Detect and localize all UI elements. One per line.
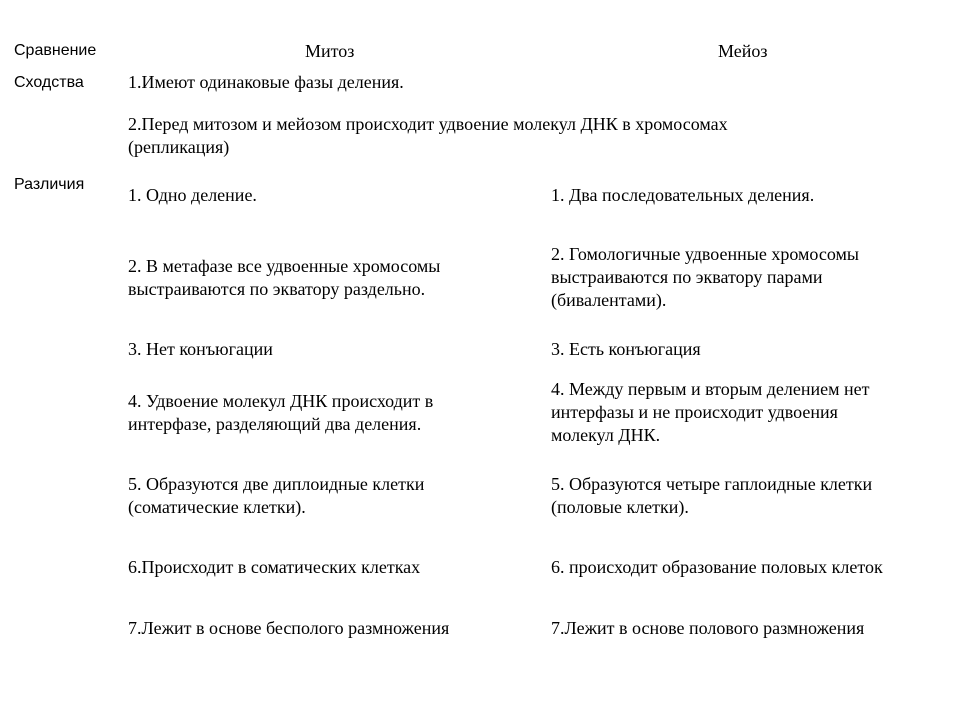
mitosis-diff-2: 2. В метафазе все удвоенные хромосомы выстраиваются по экватору раздельно. bbox=[128, 256, 441, 299]
meiosis-diff-6: 6. происходит образование половых клеток bbox=[551, 557, 883, 577]
similarities-label: Сходства bbox=[14, 74, 84, 91]
meiosis-diff-2: 2. Гомологичные удвоенные хромосомы выстраиваются по экватору парами (бивалентами). bbox=[551, 244, 859, 310]
similarity-item-2: 2.Перед митозом и мейозом происходит удвоение молекул ДНК в хромосомах (репликация) bbox=[128, 114, 728, 157]
meiosis-diff-5: 5. Образуются четыре гаплоидные клетки (половые клетки). bbox=[551, 474, 873, 517]
meiosis-diff-3: 3. Есть конъюгация bbox=[551, 339, 701, 359]
differences-label: Различия bbox=[14, 176, 85, 193]
mitosis-diff-4: 4. Удвоение молекул ДНК происходит в интерфазе, разделяющий два деления. bbox=[128, 391, 434, 434]
mitosis-diff-5: 5. Образуются две диплоидные клетки (соматические клетки). bbox=[128, 474, 425, 517]
header-comparison: Сравнение bbox=[14, 42, 97, 59]
mitosis-diff-6: 6.Происходит в соматических клетках bbox=[128, 557, 421, 577]
header-meiosis: Мейоз bbox=[718, 41, 768, 61]
meiosis-diff-7: 7.Лежит в основе полового размножения bbox=[551, 618, 865, 638]
meiosis-diff-1: 1. Два последовательных деления. bbox=[551, 185, 815, 205]
mitosis-diff-3: 3. Нет конъюгации bbox=[128, 339, 273, 359]
meiosis-diff-4: 4. Между первым и вторым делением нет интерфазы и не происходит удвоения молекул ДНК. bbox=[551, 379, 870, 445]
similarity-item-1: 1.Имеют одинаковые фазы деления. bbox=[128, 72, 404, 92]
mitosis-diff-1: 1. Одно деление. bbox=[128, 185, 257, 205]
header-mitosis: Митоз bbox=[305, 41, 355, 61]
mitosis-diff-7: 7.Лежит в основе бесполого размножения bbox=[128, 618, 450, 638]
